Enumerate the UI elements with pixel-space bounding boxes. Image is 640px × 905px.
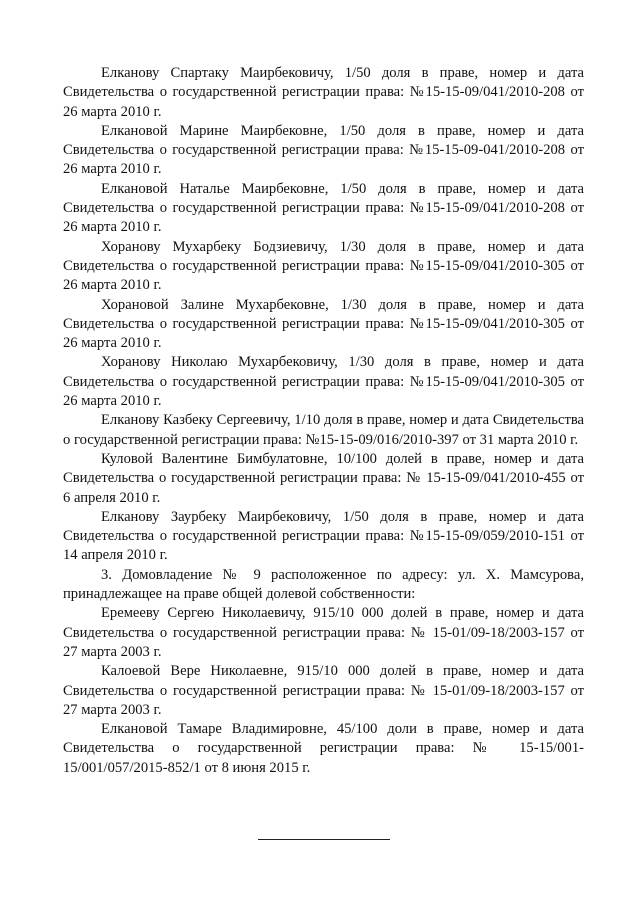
owner-paragraph-5: Хорановой Залине Мухарбековне, 1/30 доля в праве, номер и дата Свидетельства о государственной регистрации права: №15-15-09/041/2010-305 от 26 марта 2010 г. <box>63 296 584 352</box>
owner-paragraph-1: Елканову Спартаку Маирбековичу, 1/50 доля в праве, номер и дата Свидетельства о государственной регистрации права: №15-15-09/041/2010-208 от 26 марта 2010 г. <box>63 65 584 120</box>
owner-paragraph-12: Елкановой Тамаре Владимировне, 45/100 доли в праве, номер и дата Свидетельства о государственной регистрации права: № 15-15/001-15/001/057/2015-852/1 от 8 июня 2015 г. <box>63 721 584 776</box>
owner-paragraph-4: Хоранову Мухарбеку Бодзиевичу, 1/30 доля в праве, номер и дата Свидетельства о государственной регистрации права: №15-15-09/041/2010-305 от 26 марта 2010 г. <box>63 238 584 294</box>
owner-paragraph-3: Елкановой Наталье Маирбековне, 1/50 доля в праве, номер и дата Свидетельства о государственной регистрации права: №15-15-09/041/2010-208 от 26 марта 2010 г. <box>63 180 584 236</box>
end-divider-line <box>258 839 390 840</box>
owner-paragraph-9: Елканову Заурбеку Маирбековичу, 1/50 доля в праве, номер и дата Свидетельства о государственной регистрации права: №15-15-09/059/2010-151 от 14 апреля 2010 г. <box>63 508 584 564</box>
document-body <box>63 64 584 778</box>
owner-paragraph-7: Елканову Казбеку Сергеевичу, 1/10 доля в праве, номер и дата Свидетельства о государственной регистрации права: №15-15-09/016/2010-397 от 31 марта 2010 г. <box>63 412 584 448</box>
owner-paragraph-2: Елкановой Марине Маирбековне, 1/50 доля в праве, номер и дата Свидетельства о государственной регистрации права: №15-15-09-041/2010-208 от 26 марта 2010 г. <box>63 122 584 178</box>
owner-paragraph-10: Еремееву Сергею Николаевичу, 915/10 000 долей в праве, номер и дата Свидетельства о государственной регистрации права: № 15-01/09-18/2003-157 от 27 марта 2003 г. <box>63 605 584 660</box>
owner-paragraph-6: Хоранову Николаю Мухарбековичу, 1/30 доля в праве, номер и дата Свидетельства о государственной регистрации права: №15-15-09/041/2010-305 от 26 марта 2010 г. <box>63 354 584 410</box>
owner-paragraph-8: Куловой Валентине Бимбулатовне, 10/100 долей в праве, номер и дата Свидетельства о государственной регистрации права: № 15-15-09/041/2010-455 от 6 апреля 2010 г. <box>63 450 584 506</box>
owner-paragraph-11: Калоевой Вере Николаевне, 915/10 000 долей в праве, номер и дата Свидетельства о государственной регистрации права: № 15-01/09-18/2003-157 от 27 марта 2003 г. <box>63 663 584 718</box>
section-heading-household-9: 3. Домовладение № 9 расположенное по адресу: ул. Х. Мамсурова, принадлежащее на праве общей долевой собственности: <box>63 566 584 603</box>
